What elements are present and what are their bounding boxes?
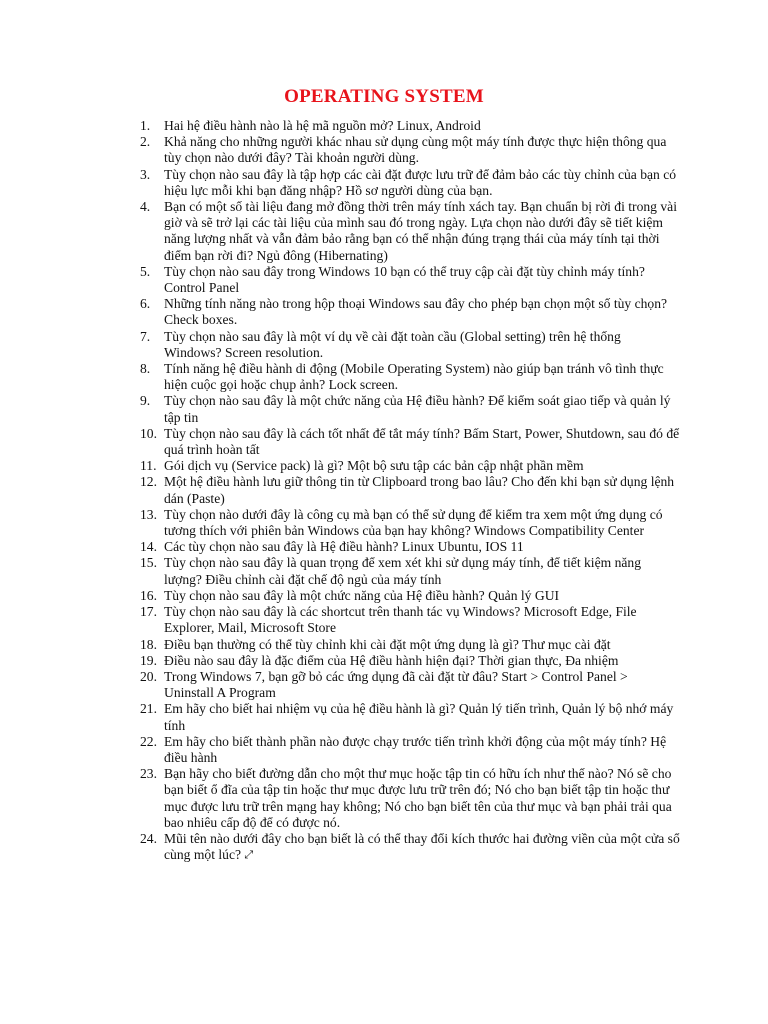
question-number: 8. [140, 361, 151, 377]
question-number: 17. [140, 604, 157, 620]
question-text: Gói dịch vụ (Service pack) là gì? Một bộ sưu tập các bản cập nhật phần mềm [164, 458, 584, 474]
question-item-12 [140, 474, 680, 506]
question-number: 23. [140, 766, 157, 782]
question-text: Các tùy chọn nào sau đây là Hệ điều hành? Linux Ubuntu, IOS 11 [164, 539, 524, 555]
question-item-2 [140, 134, 680, 166]
question-number: 11. [140, 458, 157, 474]
question-text: Tùy chọn nào sau đây là một ví dụ về cài đặt toàn cầu (Global setting) trên hệ thống Windows? Screen resolution. [164, 328, 621, 360]
question-number: 3. [140, 166, 151, 182]
question-number: 6. [140, 296, 151, 312]
question-number: 12. [140, 474, 157, 490]
question-text: Tùy chọn nào sau đây là quan trọng để xem xét khi sử dụng máy tính, để tiết kiệm năng lượng? Điều chỉnh cài đặt chế độ ngủ của máy tính [164, 555, 642, 587]
question-item-8 [140, 361, 680, 393]
question-text: Một hệ điều hành lưu giữ thông tin từ Clipboard trong bao lâu? Cho đến khi bạn sử dụng lệnh dán (Paste) [164, 474, 675, 506]
question-item-1 [140, 118, 680, 134]
question-number: 20. [140, 668, 157, 684]
question-text: Điều bạn thường có thể tùy chỉnh khi cài đặt một ứng dụng là gì? Thư mục cài đặt [164, 636, 611, 652]
question-number: 21. [140, 701, 157, 717]
question-number: 1. [140, 118, 151, 133]
question-item-16 [140, 588, 680, 604]
question-item-11 [140, 458, 680, 474]
question-list [140, 118, 680, 863]
question-item-6 [140, 296, 680, 328]
question-text: Tùy chọn nào sau đây là một chức năng của Hệ điều hành? Để kiểm soát giao tiếp và quản lý tập tin [164, 393, 671, 425]
question-number: 9. [140, 393, 151, 409]
question-number: 16. [140, 587, 157, 603]
question-text: Tùy chọn nào sau đây trong Windows 10 bạn có thể truy cập cài đặt tùy chỉnh máy tính? Control Panel [164, 263, 645, 296]
question-item-20 [140, 669, 680, 701]
document-title: OPERATING SYSTEM [284, 86, 484, 107]
question-number: 5. [140, 263, 151, 279]
question-text: Tùy chọn nào sau đây là các shortcut trên thanh tác vụ Windows? Microsoft Edge, File Explorer, Mail, Microsoft Store [164, 604, 637, 636]
question-number: 2. [140, 134, 151, 150]
question-item-13 [140, 507, 680, 539]
question-item-15 [140, 555, 680, 587]
resize-diagonal-icon: ⤢ [244, 848, 254, 862]
question-text: Khả năng cho những người khác nhau sử dụng cùng một máy tính được thực hiện thông qua tùy chọn nào dưới đây? Tài khoản người dùng. [164, 134, 667, 166]
question-item-4 [140, 199, 680, 264]
question-text: Hai hệ điều hành nào là hệ mã nguồn mở? Linux, Android [164, 118, 481, 133]
question-text: Em hãy cho biết hai nhiệm vụ của hệ điều hành là gì? Quản lý tiến trình, Quản lý bộ nhớ máy tính [164, 701, 674, 733]
question-number: 10. [140, 425, 157, 441]
question-number: 22. [140, 733, 157, 749]
question-item-18 [140, 637, 680, 653]
question-text: Những tính năng nào trong hộp thoại Windows sau đây cho phép bạn chọn một số tùy chọn? Check boxes. [164, 296, 668, 328]
question-item-3 [140, 167, 680, 199]
question-text: Tùy chọn nào sau đây là cách tốt nhất để tắt máy tính? Bấm Start, Power, Shutdown, sau đó để quá trình hoàn tất [164, 425, 680, 458]
question-item-21 [140, 701, 680, 733]
question-text: Trong Windows 7, bạn gỡ bỏ các ứng dụng đã cài đặt từ đâu? Start > Control Panel > Uninstall A Program [164, 668, 628, 701]
question-item-24 [140, 831, 680, 863]
question-number: 4. [140, 199, 151, 215]
question-text: Tùy chọn nào sau đây là một chức năng của Hệ điều hành? Quản lý GUI [164, 587, 560, 603]
question-text: Điều nào sau đây là đặc điểm của Hệ điều hành hiện đại? Thời gian thực, Đa nhiệm [164, 652, 619, 668]
question-text: Mũi tên nào dưới đây cho bạn biết là có thể thay đổi kích thước hai đường viền của một cửa sổ cùng một lúc? [164, 830, 680, 863]
question-number: 7. [140, 328, 151, 344]
question-item-14 [140, 539, 680, 555]
question-text-with-icon [164, 831, 680, 863]
question-item-9 [140, 393, 680, 425]
question-text: Bạn hãy cho biết đường dẫn cho một thư mục hoặc tập tin có hữu ích như thế nào? Nó sẽ cho bạn biết ổ đĩa của tập tin hoặc thư mục được lưu trữ trên đó; Nó cho bạn biết tập tin hoặc thư mục được lưu trữ trên mạng hay không; Nó cho bạn biết tên của thư mục và bạn phải trải qua bao nhiêu cấp độ để có được nó. [164, 766, 672, 830]
question-item-5 [140, 264, 680, 296]
question-number: 14. [140, 539, 157, 555]
question-text: Bạn có một số tài liệu đang mở đồng thời trên máy tính xách tay. Bạn chuẩn bị rời đi trong vài giờ và sẽ trở lại các tài liệu của mình sau đó trong ngày. Lựa chọn nào dưới đây sẽ tiết kiệm năng lượng nhất và vẫn đảm bảo rằng bạn có thể nhận đúng trạng thái của máy tính tại thời điểm bạn rời đi? Ngủ đông (Hibernating) [164, 199, 677, 263]
question-number: 13. [140, 506, 157, 522]
question-number: 19. [140, 652, 157, 668]
question-item-23 [140, 766, 680, 831]
question-text: Tùy chọn nào dưới đây là công cụ mà bạn có thể sử dụng để kiểm tra xem một ứng dụng có tương thích với phiên bản Windows của bạn hay không? Windows Compatibility Center [164, 506, 663, 539]
question-item-10 [140, 426, 680, 458]
question-item-17 [140, 604, 680, 636]
question-item-19 [140, 653, 680, 669]
question-number: 18. [140, 636, 157, 652]
question-item-7 [140, 329, 680, 361]
question-text: Em hãy cho biết thành phần nào được chạy trước tiến trình khởi động của một máy tính? Hệ điều hành [164, 733, 667, 765]
question-text: Tùy chọn nào sau đây là tập hợp các cài đặt được lưu trữ để đảm bảo các tùy chỉnh của bạn có hiệu lực mỗi khi bạn đăng nhập? Hồ sơ người dùng của bạn. [164, 166, 677, 198]
question-number: 24. [140, 830, 157, 846]
question-item-22 [140, 734, 680, 766]
question-number: 15. [140, 555, 157, 571]
question-text: Tính năng hệ điều hành di động (Mobile Operating System) nào giúp bạn tránh vô tình thực hiện cuộc gọi hoặc chụp ảnh? Lock screen. [164, 361, 664, 393]
